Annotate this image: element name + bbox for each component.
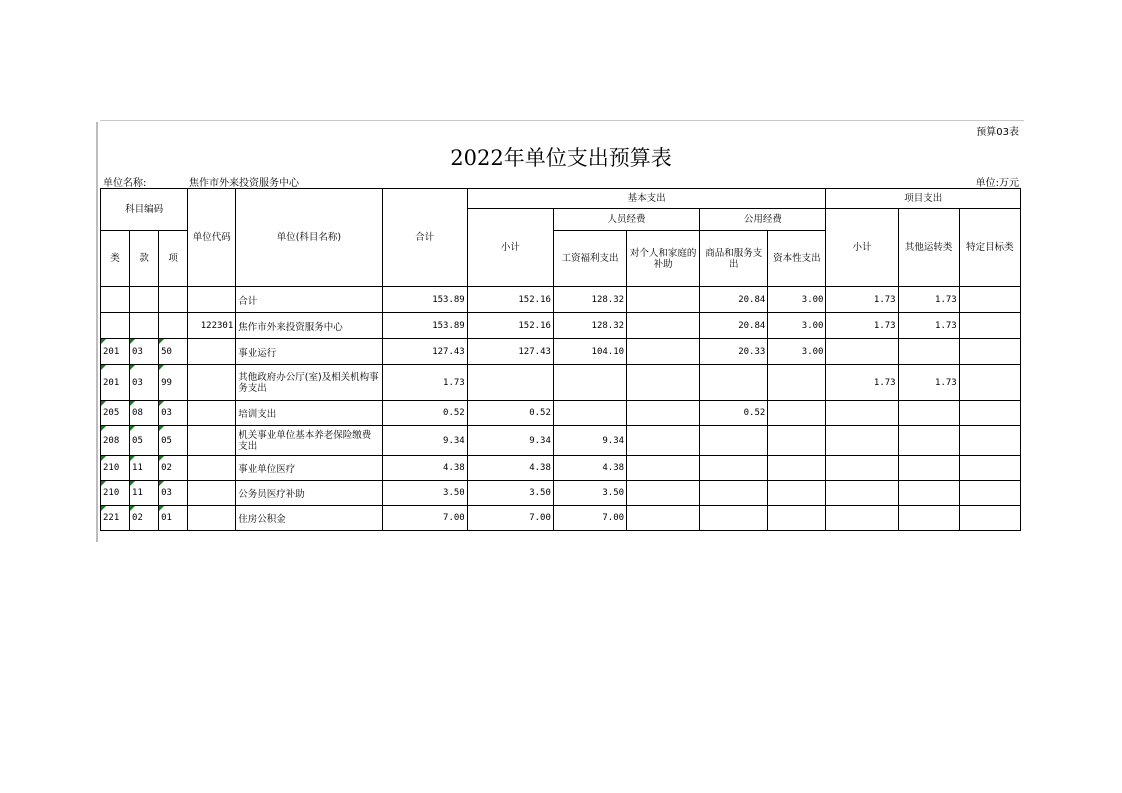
cell-basic-subtotal: 0.52: [467, 401, 553, 426]
sheet-top-border: [100, 120, 1024, 121]
cell-subsidy: [627, 339, 700, 365]
cell-other-transfer: [898, 401, 959, 426]
table-row: [101, 365, 1021, 401]
unit-name: 焦作市外来投资服务中心: [189, 178, 299, 189]
cell-kuan: 11: [130, 456, 159, 481]
cell-lei: 210: [101, 481, 130, 506]
cell-basic-subtotal: 152.16: [467, 313, 553, 339]
cell-name: 其他政府办公厅(室)及相关机构事务支出: [236, 365, 382, 401]
cell-goods: [700, 506, 768, 531]
cell-total: 0.52: [382, 401, 467, 426]
cell-kuan: 02: [130, 506, 159, 531]
header-unit-subject-name: 单位(科目名称): [236, 189, 382, 287]
cell-capital: 3.00: [768, 287, 826, 313]
header-subject-code: 科目编码: [101, 189, 188, 231]
cell-xiang: 01: [159, 506, 188, 531]
cell-unit-code: [188, 339, 236, 365]
sheet-left-border: [96, 122, 98, 542]
cell-special: [959, 401, 1020, 426]
cell-project-subtotal: [826, 506, 898, 531]
cell-unit-code: [188, 506, 236, 531]
cell-total: 4.38: [382, 456, 467, 481]
cell-lei: 201: [101, 365, 130, 401]
cell-capital: [768, 426, 826, 456]
table-row: [101, 313, 1021, 339]
cell-xiang: 99: [159, 365, 188, 401]
cell-lei: 205: [101, 401, 130, 426]
cell-kuan: 03: [130, 365, 159, 401]
cell-capital: [768, 401, 826, 426]
cell-lei: 221: [101, 506, 130, 531]
cell-other-transfer: [898, 456, 959, 481]
cell-xiang: 03: [159, 481, 188, 506]
cell-basic-subtotal: 7.00: [467, 506, 553, 531]
cell-xiang: [159, 287, 188, 313]
cell-unit-code: [188, 365, 236, 401]
cell-lei: 201: [101, 339, 130, 365]
cell-capital: [768, 506, 826, 531]
cell-other-transfer: [898, 426, 959, 456]
cell-capital: [768, 456, 826, 481]
cell-salary: 9.34: [553, 426, 626, 456]
cell-project-subtotal: 1.73: [826, 287, 898, 313]
cell-salary: 128.32: [553, 313, 626, 339]
form-number: 预算03表: [976, 127, 1019, 138]
cell-total: 9.34: [382, 426, 467, 456]
cell-project-subtotal: [826, 401, 898, 426]
header-project-expenditure: 项目支出: [826, 189, 1021, 209]
cell-special: [959, 339, 1020, 365]
header-basic-subtotal: 小计: [467, 209, 553, 287]
cell-subsidy: [627, 481, 700, 506]
cell-subsidy: [627, 506, 700, 531]
cell-kuan: 05: [130, 426, 159, 456]
cell-special: [959, 456, 1020, 481]
cell-subsidy: [627, 287, 700, 313]
cell-name: 事业单位医疗: [236, 456, 382, 481]
cell-salary: 3.50: [553, 481, 626, 506]
cell-total: 127.43: [382, 339, 467, 365]
cell-project-subtotal: [826, 426, 898, 456]
cell-name: 机关事业单位基本养老保险缴费支出: [236, 426, 382, 456]
cell-special: [959, 426, 1020, 456]
cell-special: [959, 481, 1020, 506]
cell-project-subtotal: 1.73: [826, 313, 898, 339]
cell-lei: 208: [101, 426, 130, 456]
cell-total: 1.73: [382, 365, 467, 401]
cell-name: 事业运行: [236, 339, 382, 365]
cell-project-subtotal: [826, 456, 898, 481]
table-row: [101, 287, 1021, 313]
cell-unit-code: 122301: [188, 313, 236, 339]
cell-unit-code: [188, 401, 236, 426]
cell-goods: [700, 365, 768, 401]
cell-other-transfer: [898, 506, 959, 531]
cell-special: [959, 287, 1020, 313]
cell-special: [959, 313, 1020, 339]
table-row: [101, 339, 1021, 365]
cell-kuan: [130, 287, 159, 313]
cell-salary: 104.10: [553, 339, 626, 365]
cell-project-subtotal: [826, 339, 898, 365]
cell-name: 公务员医疗补助: [236, 481, 382, 506]
cell-salary: [553, 365, 626, 401]
unit-name-label: 单位名称:: [103, 178, 147, 189]
cell-basic-subtotal: 3.50: [467, 481, 553, 506]
cell-xiang: 02: [159, 456, 188, 481]
cell-xiang: 05: [159, 426, 188, 456]
header-other-transfer: 其他运转类: [898, 209, 959, 287]
cell-unit-code: [188, 287, 236, 313]
header-personnel-expense: 人员经费: [553, 209, 699, 231]
cell-kuan: 08: [130, 401, 159, 426]
cell-project-subtotal: 1.73: [826, 365, 898, 401]
cell-other-transfer: 1.73: [898, 365, 959, 401]
cell-name: 培训支出: [236, 401, 382, 426]
cell-basic-subtotal: [467, 365, 553, 401]
budget-table: [100, 188, 1021, 531]
cell-salary: 4.38: [553, 456, 626, 481]
header-lei: 类: [101, 231, 130, 287]
cell-unit-code: [188, 426, 236, 456]
cell-basic-subtotal: 4.38: [467, 456, 553, 481]
cell-kuan: 03: [130, 339, 159, 365]
cell-capital: [768, 365, 826, 401]
cell-xiang: 50: [159, 339, 188, 365]
cell-name: 住房公积金: [236, 506, 382, 531]
cell-subsidy: [627, 426, 700, 456]
cell-basic-subtotal: 127.43: [467, 339, 553, 365]
cell-goods: [700, 426, 768, 456]
cell-name: 合计: [236, 287, 382, 313]
cell-goods: 20.33: [700, 339, 768, 365]
header-special-target: 特定目标类: [959, 209, 1020, 287]
cell-goods: [700, 456, 768, 481]
cell-total: 153.89: [382, 313, 467, 339]
currency-unit: 单位:万元: [975, 178, 1019, 189]
header-project-subtotal: 小计: [826, 209, 898, 287]
cell-total: 7.00: [382, 506, 467, 531]
header-public-expense: 公用经费: [700, 209, 826, 231]
cell-goods: 20.84: [700, 287, 768, 313]
cell-xiang: 03: [159, 401, 188, 426]
header-unit-code: 单位代码: [188, 189, 236, 287]
cell-total: 153.89: [382, 287, 467, 313]
cell-salary: 128.32: [553, 287, 626, 313]
cell-lei: 210: [101, 456, 130, 481]
cell-goods: [700, 481, 768, 506]
table-row: [101, 426, 1021, 456]
cell-lei: [101, 287, 130, 313]
cell-other-transfer: 1.73: [898, 313, 959, 339]
cell-kuan: [130, 313, 159, 339]
cell-special: [959, 506, 1020, 531]
cell-basic-subtotal: 152.16: [467, 287, 553, 313]
table-row: [101, 506, 1021, 531]
cell-other-transfer: [898, 339, 959, 365]
cell-goods: 0.52: [700, 401, 768, 426]
header-salary: 工资福利支出: [553, 231, 626, 287]
table-row: [101, 456, 1021, 481]
cell-kuan: 11: [130, 481, 159, 506]
cell-lei: [101, 313, 130, 339]
cell-salary: [553, 401, 626, 426]
page-title: 2022年单位支出预算表: [450, 146, 672, 170]
cell-xiang: [159, 313, 188, 339]
cell-subsidy: [627, 401, 700, 426]
cell-capital: 3.00: [768, 339, 826, 365]
cell-goods: 20.84: [700, 313, 768, 339]
cell-unit-code: [188, 481, 236, 506]
header-goods-services: 商品和服务支出: [700, 231, 768, 287]
header-total: 合计: [382, 189, 467, 287]
cell-other-transfer: 1.73: [898, 287, 959, 313]
cell-special: [959, 365, 1020, 401]
cell-capital: [768, 481, 826, 506]
cell-name: 焦作市外来投资服务中心: [236, 313, 382, 339]
header-capital: 资本性支出: [768, 231, 826, 287]
cell-capital: 3.00: [768, 313, 826, 339]
header-basic-expenditure: 基本支出: [467, 189, 826, 209]
header-kuan: 款: [130, 231, 159, 287]
table-row: [101, 481, 1021, 506]
cell-total: 3.50: [382, 481, 467, 506]
cell-other-transfer: [898, 481, 959, 506]
cell-project-subtotal: [826, 481, 898, 506]
cell-subsidy: [627, 365, 700, 401]
header-family-subsidy: 对个人和家庭的补助: [627, 231, 700, 287]
table-row: [101, 401, 1021, 426]
cell-salary: 7.00: [553, 506, 626, 531]
cell-subsidy: [627, 313, 700, 339]
cell-subsidy: [627, 456, 700, 481]
header-xiang: 项: [159, 231, 188, 287]
cell-unit-code: [188, 456, 236, 481]
cell-basic-subtotal: 9.34: [467, 426, 553, 456]
